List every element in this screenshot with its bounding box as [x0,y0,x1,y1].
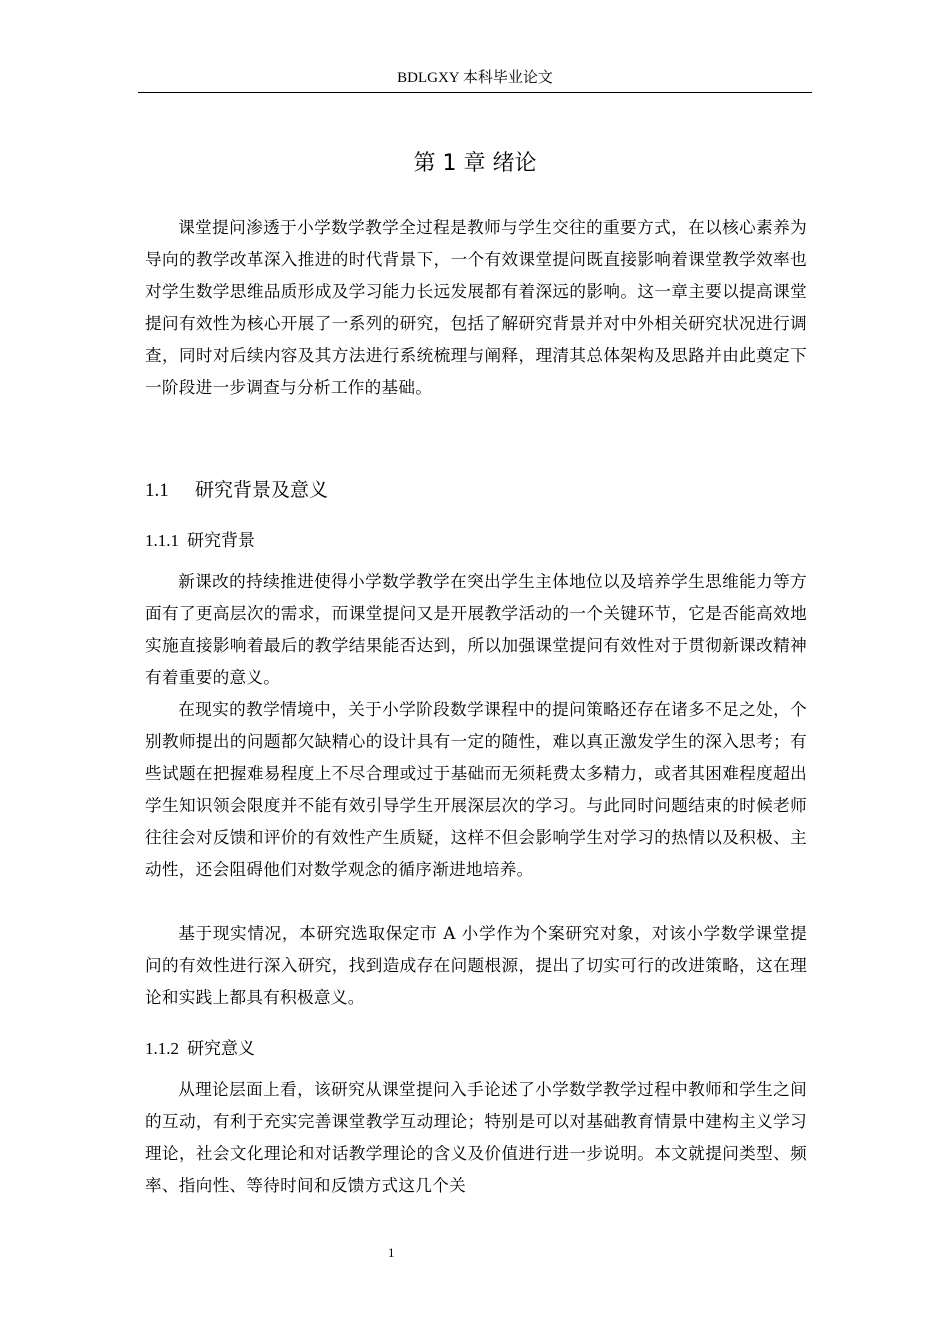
background-paragraph-2: 在现实的教学情境中，关于小学阶段数学课程中的提问策略还存在诸多不足之处，个别教师提出的问题都欠缺精心的设计具有一定的随性，难以真正激发学生的深入思考；有些试题在把握难易程度上不尽合理或过于基础而无须耗费太多精力，或者其困难程度超出学生知识领会限度并不能有效引导学生开展深层次的学习。与此同时问题结束的时候老师往往会对反馈和评价的有效性产生质疑，这样不但会影响学生对学习的热情以及积极、主动性，还会阻碍他们对数学观念的循序渐进地培养。 [145,700,807,879]
page-number: 1 [388,1245,395,1260]
header-rule [138,92,812,93]
subsection-number: 1.1.2 [145,1039,179,1058]
subsection-title: 研究背景 [187,531,255,551]
subsection-heading-1-1-2 [145,1035,255,1063]
intro-paragraph: 课堂提问渗透于小学数学教学全过程是教师与学生交往的重要方式，在以核心素养为导向的教学改革深入推进的时代背景下，一个有效课堂提问既直接影响着课堂教学效率也对学生数学思维品质形成及学习能力长远发展都有着深远的影响。这一章主要以提高课堂提问有效性为核心开展了一系列的研究，包括了解研究背景并对中外相关研究状况进行调查，同时对后续内容及其方法进行系统梳理与阐释，理清其总体架构及思路并由此奠定下一阶段进一步调查与分析工作的基础。 [145,218,807,397]
subsection-title: 研究意义 [187,1039,255,1059]
running-header: BDLGXY 本科毕业论文 [397,70,553,86]
section-title: 研究背景及意义 [195,479,329,501]
subsection-number: 1.1.1 [145,531,179,550]
subsection-heading-1-1-1 [145,527,255,555]
background-paragraph-1: 新课改的持续推进使得小学数学教学在突出学生主体地位以及培养学生思维能力等方面有了更高层次的需求，而课堂提问又是开展教学活动的一个关键环节，它是否能高效地实施直接影响着最后的教学结果能否达到，所以加强课堂提问有效性对于贯彻新课改精神有着重要的意义。 [145,572,807,687]
section-heading-1-1 [145,474,328,507]
section-number: 1.1 [145,480,169,501]
chapter-title: 第 1 章 绪论 [413,151,537,176]
significance-paragraph-1: 从理论层面上看，该研究从课堂提问入手论述了小学数学教学过程中教师和学生之间的互动，有利于充实完善课堂教学互动理论；特别是可以对基础教育情景中建构主义学习理论，社会文化理论和对话教学理论的含义及价值进行进一步说明。本文就提问类型、频率、指向性、等待时间和反馈方式这几个关 [145,1080,807,1195]
background-paragraph-3: 基于现实情况，本研究选取保定市 A 小学作为个案研究对象，对该小学数学课堂提问的有效性进行深入研究，找到造成存在问题根源，提出了切实可行的改进策略，这在理论和实践上都具有积极意义。 [145,924,807,1007]
